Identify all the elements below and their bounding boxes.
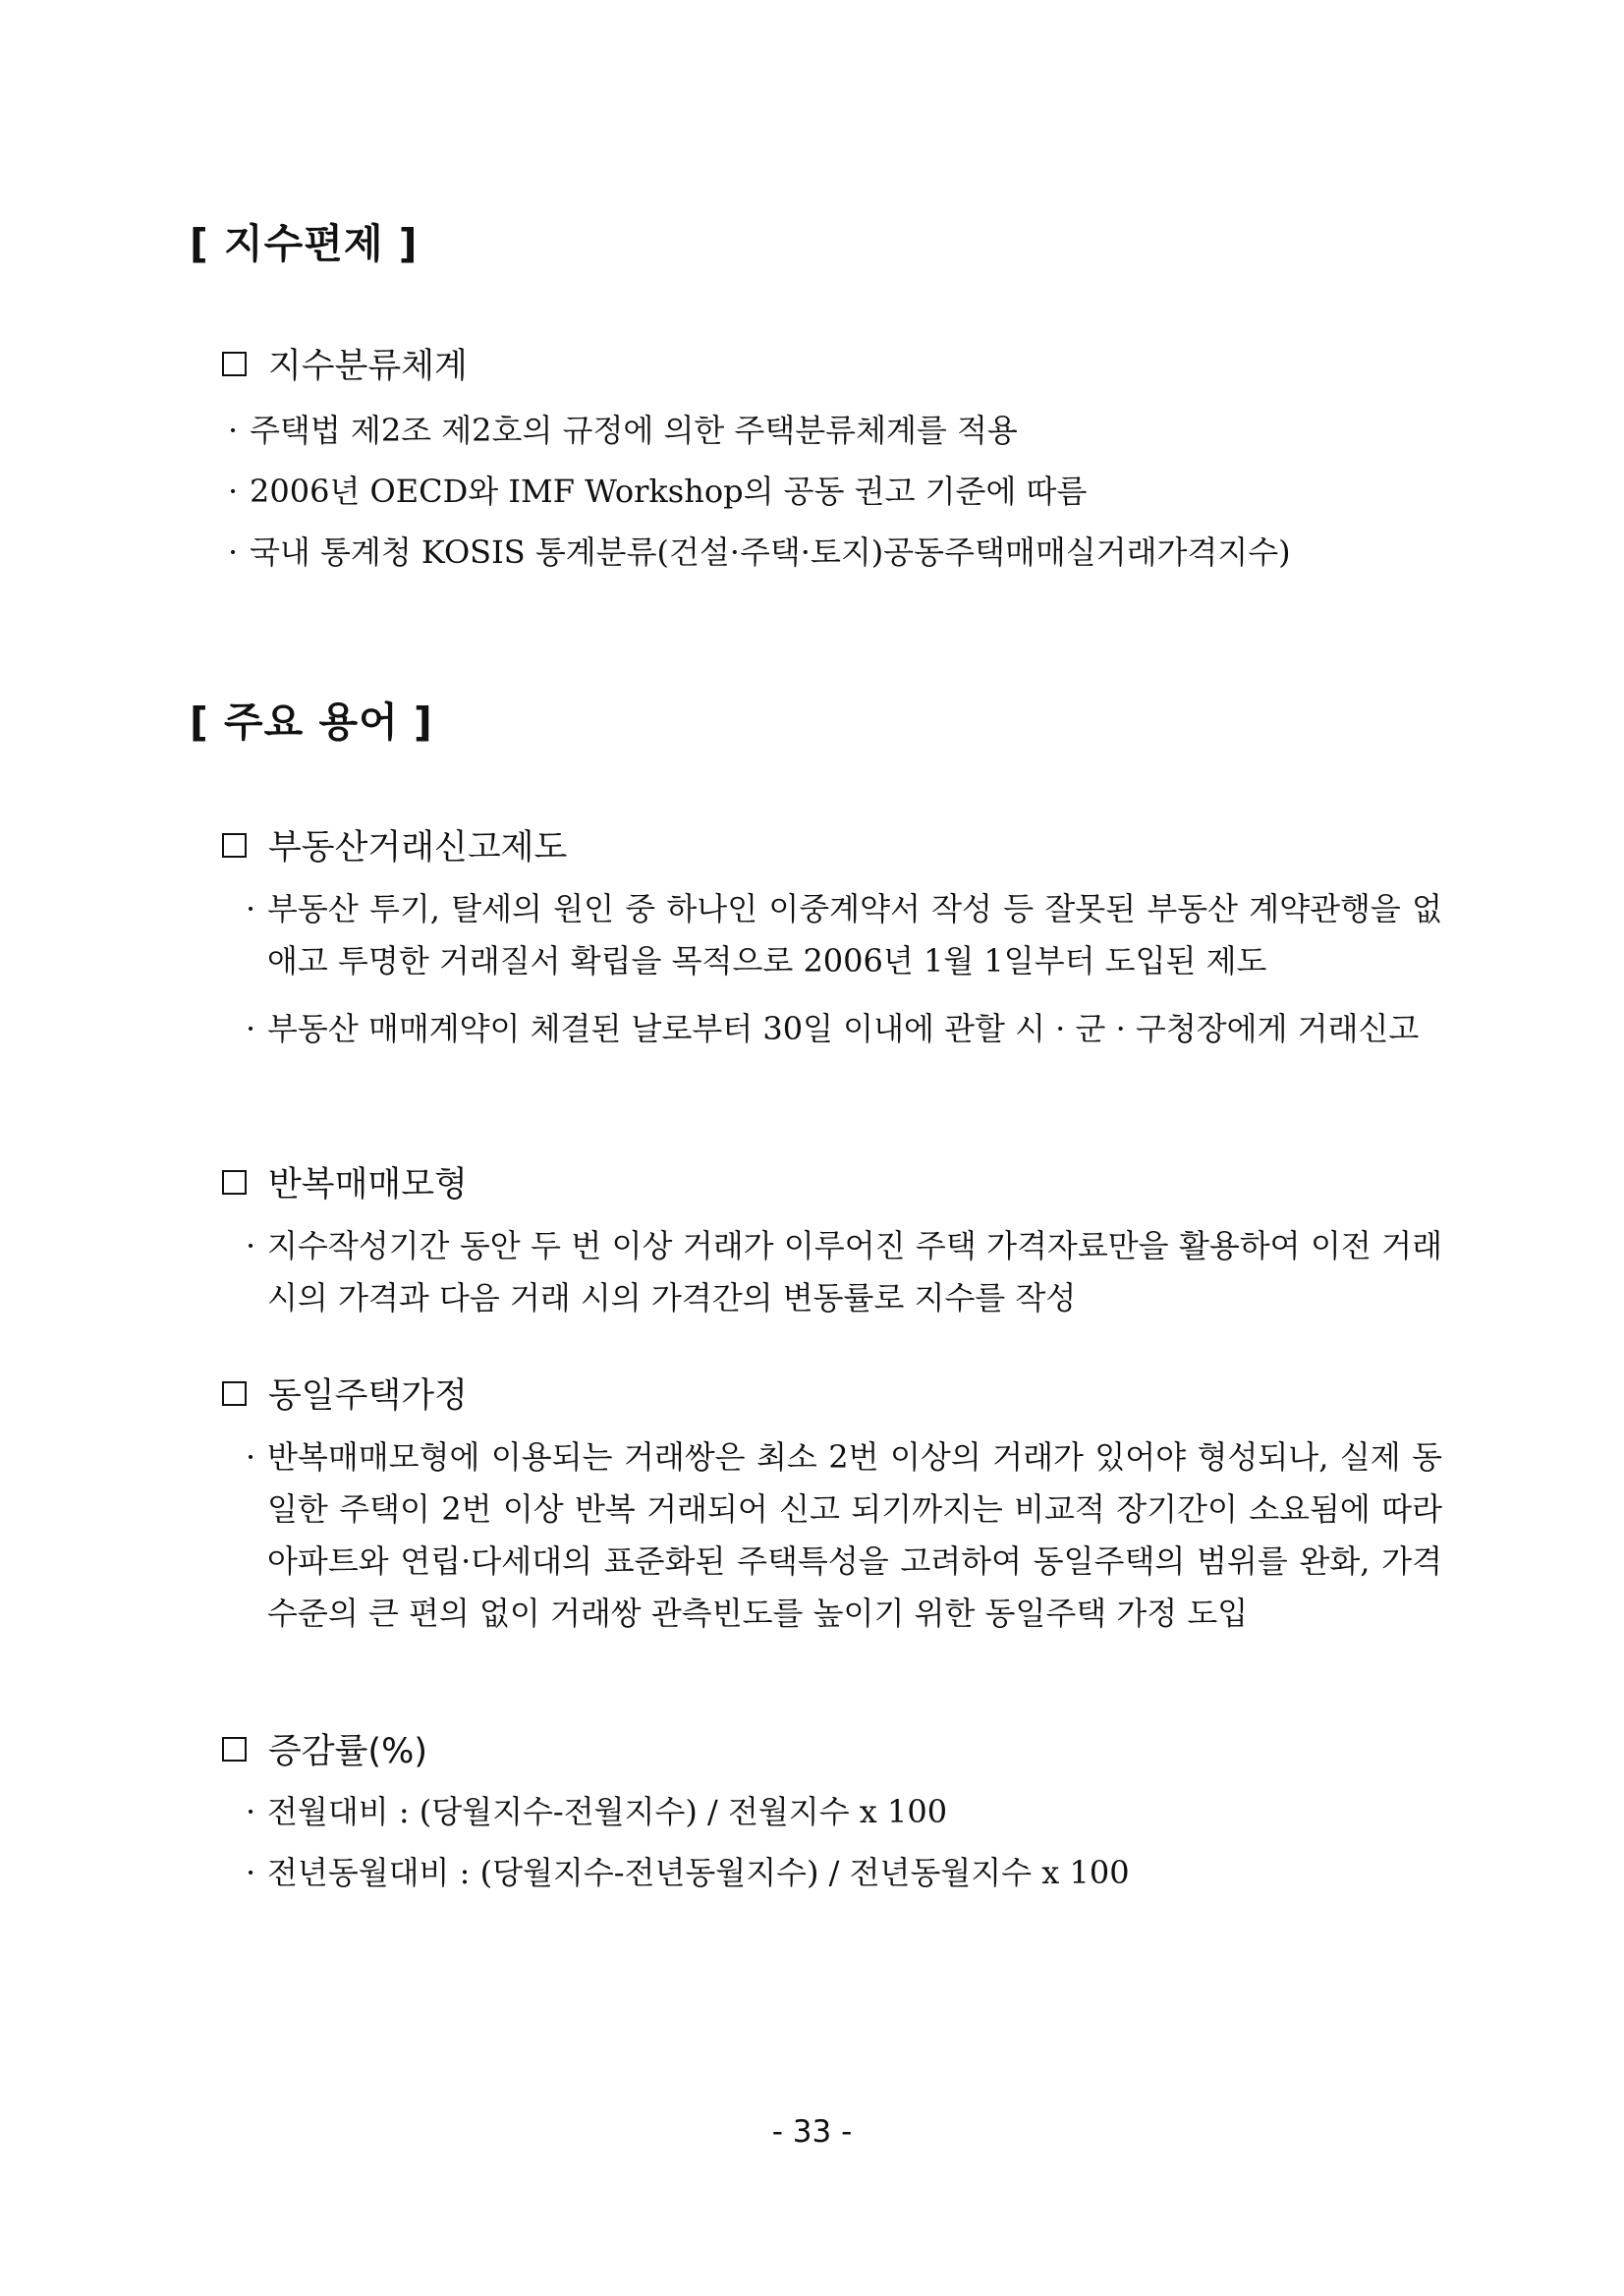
section-title-key-terms: [ 주요 용어 ]	[190, 699, 433, 746]
subsection-heading-change-rate	[222, 1724, 427, 1773]
bullet-marker: ·	[246, 1438, 256, 1476]
subsection-heading-real-estate-report	[222, 820, 567, 869]
bullet-marker: ·	[246, 1793, 256, 1830]
bullet-text: 전년동월대비 : (당월지수-전년동월지수) / 전년동월지수 x 100	[267, 1854, 1130, 1891]
subsection-heading-same-house-assumption	[222, 1369, 468, 1418]
bullet-item	[246, 1220, 1442, 1324]
subsection-heading-repeat-sales-model	[222, 1157, 468, 1206]
bullet-marker: ·	[246, 1227, 256, 1264]
bullet-item	[228, 405, 1446, 457]
subsection-heading-label: 지수분류체계	[268, 347, 468, 386]
bullet-marker: ·	[246, 1010, 256, 1047]
bullet-item	[246, 883, 1442, 987]
bullet-marker: ·	[228, 533, 239, 571]
bullet-text: 반복매매모형에 이용되는 거래쌍은 최소 2번 이상의 거래가 있어야 형성되나, 실제 동일한 주택이 2번 이상 반복 거래되어 신고 되기까지는 비교적 장기간이 소요됨에 따라 아파트와 연립·다세대의 표준화된 주택특성을 고려하여 동일주택의 범위를 완화, 가격수준의 큰 편의 없이 거래쌍 관측빈도를 높이기 위한 동일주택 가정 도입	[267, 1438, 1442, 1632]
subsection-heading-label: 증감률(%)	[268, 1732, 427, 1771]
bullet-item	[246, 1847, 1442, 1899]
checkbox-icon	[222, 1170, 247, 1195]
bullet-text: 주택법 제2조 제2호의 규정에 의한 주택분류체계를 적용	[250, 412, 1018, 449]
bullet-text: 부동산 투기, 탈세의 원인 중 하나인 이중계약서 작성 등 잘못된 부동산 계약관행을 없애고 투명한 거래질서 확립을 목적으로 2006년 1월 1일부터 도입된 제도	[267, 890, 1442, 980]
checkbox-icon	[222, 833, 247, 858]
subsection-heading-label: 부동산거래신고제도	[268, 828, 568, 868]
bullet-item	[228, 466, 1446, 518]
checkbox-icon	[222, 1381, 247, 1406]
bullet-text: 전월대비 : (당월지수-전월지수) / 전월지수 x 100	[267, 1793, 948, 1830]
bullet-item	[246, 1003, 1442, 1055]
bullet-marker: ·	[228, 473, 239, 510]
bullet-text: 지수작성기간 동안 두 번 이상 거래가 이루어진 주택 가격자료만을 활용하여 이전 거래 시의 가격과 다음 거래 시의 가격간의 변동률로 지수를 작성	[267, 1227, 1442, 1316]
bullet-marker: ·	[246, 1854, 256, 1891]
checkbox-icon	[222, 1737, 247, 1762]
subsection-heading-label: 반복매매모형	[268, 1165, 468, 1204]
bullet-item	[246, 1431, 1442, 1640]
bullet-text: 국내 통계청 KOSIS 통계분류(건설·주택·토지)공동주택매매실거래가격지수)	[250, 533, 1291, 571]
bullet-text: 2006년 OECD와 IMF Workshop의 공동 권고 기준에 따름	[250, 473, 1088, 510]
subsection-heading-label: 동일주택가정	[268, 1376, 468, 1416]
bullet-item	[246, 1786, 1442, 1838]
page-number: - 33 -	[771, 2114, 853, 2150]
subsection-heading-classification	[222, 339, 468, 388]
section-title-index-structure: [ 지수편제 ]	[190, 220, 419, 267]
bullet-text: 부동산 매매계약이 체결된 날로부터 30일 이내에 관할 시 · 군 · 구청장에게 거래신고	[267, 1010, 1420, 1047]
bullet-marker: ·	[246, 890, 256, 927]
bullet-marker: ·	[228, 412, 239, 449]
bullet-item	[228, 527, 1446, 579]
checkbox-icon	[222, 352, 247, 376]
